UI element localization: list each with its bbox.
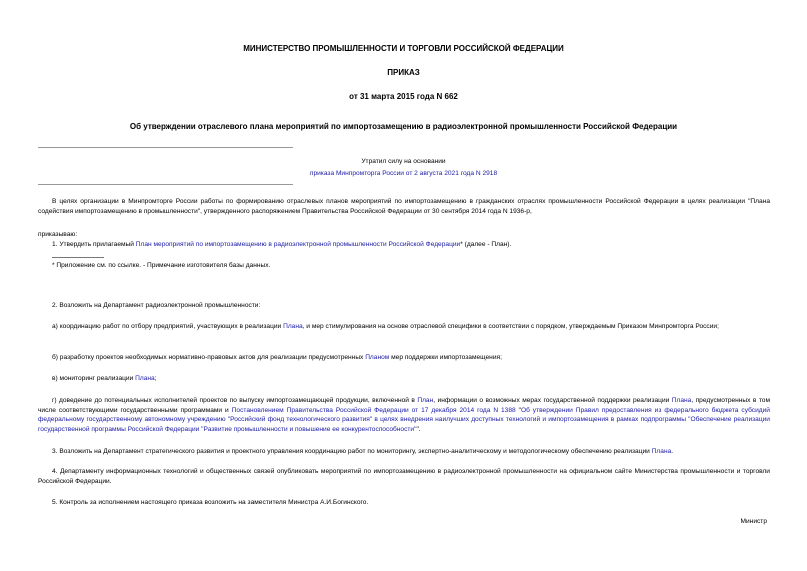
- item-2b: [38, 353, 770, 363]
- item-2b-post: мер поддержки импортозамещения;: [389, 354, 502, 361]
- divider-bottom: [38, 184, 293, 185]
- item-1-post: * (далее - План).: [460, 241, 512, 248]
- item-3: [38, 447, 770, 457]
- intro-text: В целях организации в Минпромторге России работы по формированию отраслевых планов мероприятий по импортозамещению в гражданских отраслях промышленности Российской Федерации в целях реализации "Плана содействия импортозамещению в промышленности", утвержденного распоряжением Правительства Российской Федерации от 30 сентября 2014 года N 1936-р,: [38, 198, 770, 215]
- item-1-pre: 1. Утвердить прилагаемый: [52, 241, 136, 248]
- item-4-text: 4. Департаменту информационных технологий и общественных связей опубликовать мероприятий по импортозамещению в радиоэлектронной промышленности на официальном сайте Министерства промышленности и торговли Российской Федерации.: [38, 468, 770, 485]
- item-2v-post: ;: [154, 375, 157, 382]
- footnote: [38, 261, 770, 271]
- item-2v: [38, 374, 770, 384]
- item-3-post: .: [671, 448, 674, 455]
- item-2g-p4: ": [515, 406, 521, 414]
- item-2b-pre: б) разработку проектов необходимых нормативно-правовых актов для реализации предусмотренных: [52, 354, 366, 361]
- status-label: Утратил силу на основании: [361, 158, 446, 165]
- status-link-wrap: [0, 170, 807, 177]
- intro-paragraph: [38, 197, 770, 216]
- item-2a-pre: а) координацию работ по отбору предприятий, участвующих в реализации: [52, 323, 284, 330]
- plan-link-2v[interactable]: Плана: [135, 375, 155, 382]
- item-2g-p3: , предусмотренных в том числе соответствующими государственными программами и: [38, 397, 770, 414]
- item-5-text: 5. Контроль за исполнением настоящего приказа возложить на заместителя Министра А.И.Богинского.: [52, 499, 369, 506]
- prikazyvayu-paragraph: приказываю:: [38, 231, 78, 238]
- repeal-order-link[interactable]: приказа Минпромторга России от 2 августа 2021 года N 2918: [309, 170, 498, 177]
- item-4: [38, 467, 770, 486]
- item-2g-p1: г) доведение до потенциальных исполнителей проектов по выпуску импортозамещающей продукции, включенной в: [52, 397, 418, 404]
- item-2g-p5: ".: [416, 425, 421, 433]
- footnote-text: * Приложение см. по ссылке. - Примечание изготовителя базы данных.: [52, 262, 271, 269]
- item-2g-p2: , информации о возможных мерах государственной поддержки реализации: [433, 397, 672, 404]
- plan-link[interactable]: План мероприятий по импортозамещению в радиоэлектронной промышленности Российской Федерации: [135, 241, 461, 248]
- plan-link-2g-1[interactable]: План: [417, 397, 434, 404]
- resolution-1388-link[interactable]: Постановлением Правительства Российской Федерации от 17 декабря 2014 года N 1388: [231, 406, 516, 414]
- item-2-text: 2. Возложить на Департамент радиоэлектронной промышленности:: [52, 302, 261, 309]
- item-5: [38, 498, 770, 508]
- date-heading: от 31 марта 2015 года N 662: [349, 92, 458, 101]
- footnote-divider: [52, 257, 104, 258]
- item-2a-post: , и мер стимулирования на основе отраслевой специфики в соответствии с порядком, утверждаемым Приказом Минпромторга России;: [302, 323, 719, 330]
- signature-title: Министр: [740, 518, 767, 525]
- item-3-pre: 3. Возложить на Департамент стратегического развития и проектного управления координацию работ по мониторингу, экспертно-аналитическому и методологическому обеспечению реализации: [52, 448, 652, 455]
- plan-link-2a[interactable]: Плана: [283, 323, 303, 330]
- plan-link-2b[interactable]: Планом: [365, 354, 390, 361]
- ministry-heading: МИНИСТЕРСТВО ПРОМЫШЛЕННОСТИ И ТОРГОВЛИ РОССИЙСКОЙ ФЕДЕРАЦИИ: [243, 44, 564, 53]
- item-1: [38, 240, 770, 250]
- plan-link-2g-2[interactable]: Плана: [671, 397, 692, 404]
- item-2v-pre: в) мониторинг реализации: [52, 375, 136, 382]
- plan-link-3[interactable]: Плана: [651, 448, 672, 455]
- divider-top: [38, 147, 293, 148]
- item-2g: [38, 396, 770, 434]
- subsidy-rules-link[interactable]: Об утверждении Правил предоставления из федерального бюджета субсидий федеральному государственному автономному учреждению "Российский фонд технологического развития" в целях внедрения наилучших доступных технологий и импортозамещения в рамках подпрограммы "Обеспечение реализации государственной программы Российской Федерации "Развитие промышленности и повышение ее конкурентоспособности": [38, 406, 770, 433]
- document-title: Об утверждении отраслевого плана мероприятий по импортозамещению в радиоэлектронной промышленности Российской Федерации: [129, 122, 678, 131]
- doc-type-heading: ПРИКАЗ: [387, 68, 420, 77]
- item-2: [38, 301, 770, 311]
- item-2a: [38, 322, 770, 332]
